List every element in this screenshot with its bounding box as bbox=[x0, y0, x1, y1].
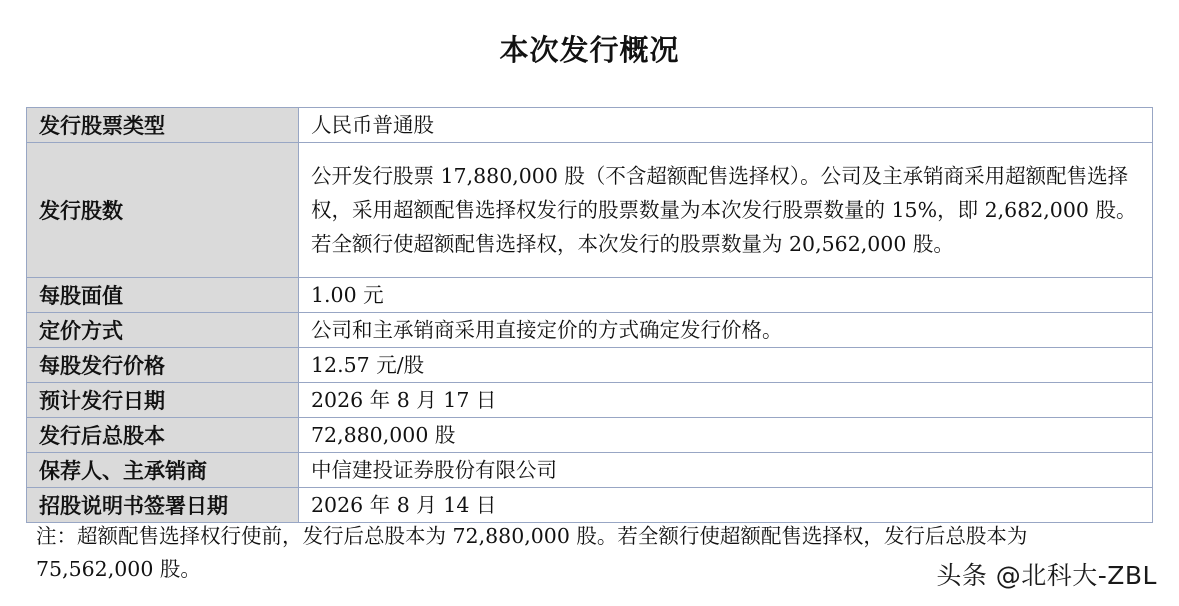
table-row bbox=[27, 313, 1153, 348]
table-row bbox=[27, 488, 1153, 523]
table-row bbox=[27, 418, 1153, 453]
row-value-issue-price: 12.57 元/股 bbox=[299, 348, 1153, 383]
table-row bbox=[27, 108, 1153, 143]
row-value-prospectus-date: 2026 年 8 月 14 日 bbox=[299, 488, 1153, 523]
row-label-share-count: 发行股数 bbox=[27, 143, 299, 278]
table-row bbox=[27, 348, 1153, 383]
row-label-issue-date: 预计发行日期 bbox=[27, 383, 299, 418]
table-row bbox=[27, 453, 1153, 488]
footnote: 注：超额配售选择权行使前，发行后总股本为 72,880,000 股。若全额行使超额配售选择权，发行后总股本为 75,562,000 股。 bbox=[36, 524, 1028, 581]
row-value-pricing-method: 公司和主承销商采用直接定价的方式确定发行价格。 bbox=[299, 313, 1153, 348]
table-row bbox=[27, 143, 1153, 278]
row-label-issue-price: 每股发行价格 bbox=[27, 348, 299, 383]
row-label-sponsor: 保荐人、主承销商 bbox=[27, 453, 299, 488]
row-value-stock-type: 人民币普通股 bbox=[299, 108, 1153, 143]
watermark: 头条 @北科大-ZBL bbox=[936, 561, 1157, 590]
page-title: 本次发行概况 bbox=[499, 33, 680, 67]
row-value-sponsor: 中信建投证券股份有限公司 bbox=[299, 453, 1153, 488]
row-value-issue-date: 2026 年 8 月 17 日 bbox=[299, 383, 1153, 418]
row-label-stock-type: 发行股票类型 bbox=[27, 108, 299, 143]
row-label-par-value: 每股面值 bbox=[27, 278, 299, 313]
row-label-prospectus-date: 招股说明书签署日期 bbox=[27, 488, 299, 523]
table-row bbox=[27, 278, 1153, 313]
row-label-pricing-method: 定价方式 bbox=[27, 313, 299, 348]
table-row bbox=[27, 383, 1153, 418]
row-label-total-shares: 发行后总股本 bbox=[27, 418, 299, 453]
offering-overview-table bbox=[26, 107, 1153, 523]
row-value-share-count: 公开发行股票 17,880,000 股（不含超额配售选择权）。公司及主承销商采用超额配售选择权，采用超额配售选择权发行的股票数量为本次发行股票数量的 15%，即 2,682,000 股。若全额行使超额配售选择权，本次发行的股票数量为 20,562,000 股。 bbox=[299, 143, 1153, 278]
row-value-par-value: 1.00 元 bbox=[299, 278, 1153, 313]
row-value-total-shares: 72,880,000 股 bbox=[299, 418, 1153, 453]
